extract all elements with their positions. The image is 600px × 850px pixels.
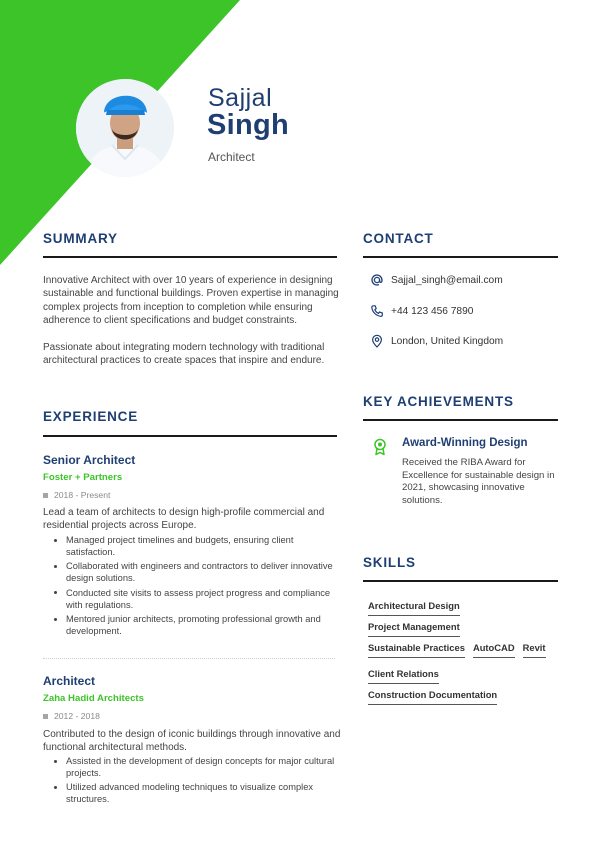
skill-tag: Project Management [368, 621, 460, 637]
skills-rule [363, 580, 558, 582]
last-name: Singh [207, 109, 290, 141]
summary-paragraph-1: Innovative Architect with over 10 years of experience in designing sustainable and functional buildings. Proven expertise in managing complex projects from inception to completion while ensuring adherence to client specifications and budget constraints. [43, 275, 339, 326]
calendar-icon [43, 493, 48, 498]
contact-location-text: London, United Kingdom [391, 335, 504, 347]
skills-heading: SKILLS [363, 555, 416, 570]
job-1-company: Foster + Partners [43, 472, 123, 483]
job-2-dates-text: 2012 - 2018 [54, 711, 100, 721]
job-2-bullets [52, 755, 342, 808]
map-pin-icon [370, 334, 384, 348]
achievements-rule [363, 419, 558, 421]
skill-tag: AutoCAD [473, 642, 515, 658]
list-item: Mentored junior architects, promoting professional growth and development. [52, 613, 342, 637]
avatar [76, 79, 174, 177]
job-1-role: Senior Architect [43, 453, 136, 467]
list-item: Conducted site visits to assess project progress and compliance with regulations. [52, 587, 342, 611]
summary-heading: SUMMARY [43, 231, 118, 246]
skill-tag: Client Relations [368, 668, 439, 684]
list-item: Utilized advanced modeling techniques to visualize complex structures. [52, 781, 342, 805]
list-item: Assisted in the development of design concepts for major cultural projects. [52, 755, 342, 779]
job-1-dates [43, 490, 110, 500]
experience-rule [43, 435, 337, 437]
award-medal-icon [372, 438, 388, 456]
job-2-description: Contributed to the design of iconic buildings through innovative and functional architectural methods. [43, 729, 341, 754]
contact-email-text: Sajjal_singh@email.com [391, 274, 503, 286]
job-2-dates [43, 711, 100, 721]
summary-paragraph-2: Passionate about integrating modern technology with traditional architectural practices to create spaces that inspire and endure. [43, 342, 325, 367]
first-name: Sajjal [208, 84, 273, 112]
job-2-role: Architect [43, 674, 96, 688]
job-1-description: Lead a team of architects to design high-profile commercial and residential projects across Europe. [43, 507, 325, 532]
skill-tag: Sustainable Practices [368, 642, 465, 658]
contact-email[interactable] [370, 273, 503, 287]
calendar-icon [43, 714, 48, 719]
skill-tag: Construction Documentation [368, 689, 497, 705]
job-1-bullets [52, 534, 342, 640]
contact-location [370, 334, 503, 348]
summary-rule [43, 256, 337, 258]
skill-tag: Architectural Design [368, 600, 460, 616]
skills-list [368, 600, 558, 705]
contact-phone[interactable] [370, 304, 473, 318]
experience-heading: EXPERIENCE [43, 409, 139, 424]
contact-phone-text: +44 123 456 7890 [391, 305, 474, 317]
contact-rule [363, 256, 558, 258]
achievements-heading: KEY ACHIEVEMENTS [363, 394, 514, 409]
job-divider [43, 658, 335, 659]
job-2-company: Zaha Hadid Architects [43, 693, 144, 704]
list-item: Collaborated with engineers and contractors to deliver innovative design solutions. [52, 560, 342, 584]
at-sign-icon [370, 273, 384, 287]
skill-tag: Revit [523, 642, 546, 658]
job-title: Architect [208, 150, 255, 164]
job-1-dates-text: 2018 - Present [54, 490, 111, 500]
profile-photo [76, 79, 174, 177]
list-item: Managed project timelines and budgets, ensuring client satisfaction. [52, 534, 342, 558]
achievement-description: Received the RIBA Award for Excellence for sustainable design in 2021, showcasing innovative solutions. [402, 457, 555, 506]
achievement-title: Award-Winning Design [402, 437, 528, 449]
contact-heading: CONTACT [363, 231, 434, 246]
phone-icon [370, 304, 384, 318]
